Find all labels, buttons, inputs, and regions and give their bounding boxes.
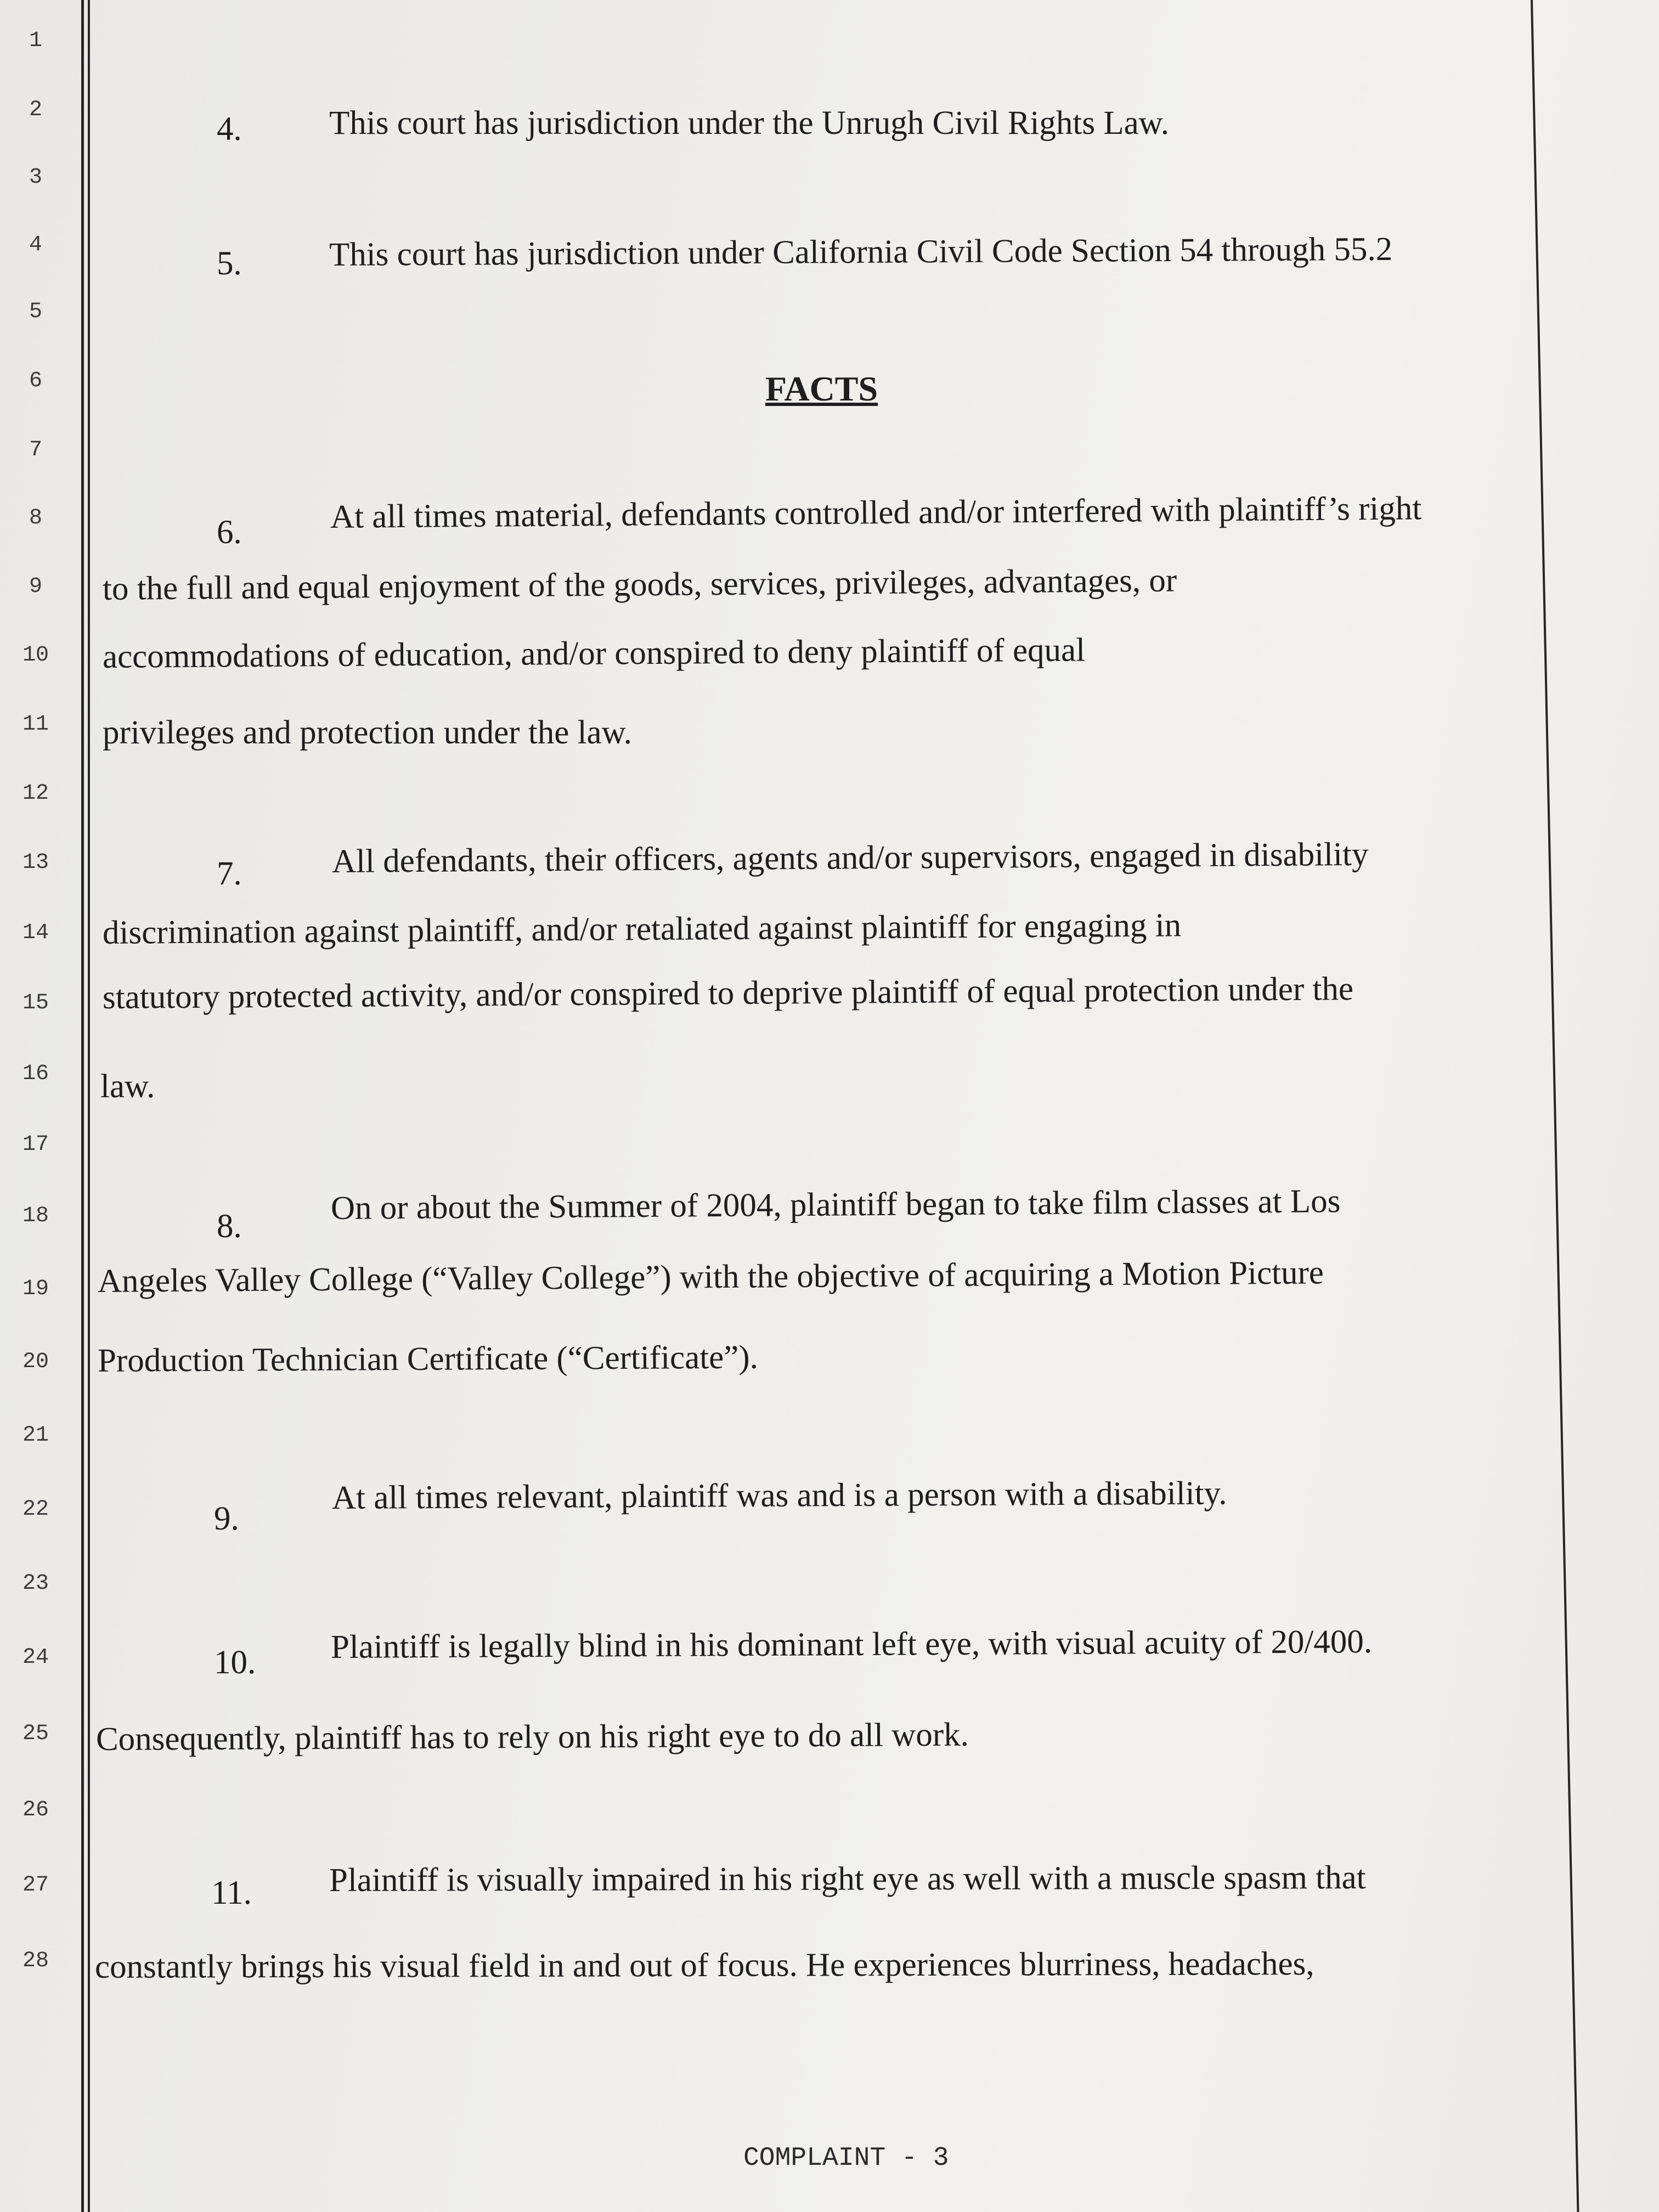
line-number: 4 <box>29 233 42 257</box>
line-number: 26 <box>22 1798 49 1822</box>
paragraph-line: At all times relevant, plaintiff was and is a person with a disability. <box>331 1475 1227 1516</box>
paragraph-line: constantly brings his visual field in and out of focus. He experiences blurriness, headaches, <box>94 1945 1314 1985</box>
line-number: 14 <box>22 921 49 945</box>
left-margin-rule-inner <box>88 0 90 2212</box>
line-number: 22 <box>22 1497 49 1522</box>
paragraph-line: This court has jurisdiction under the Unrugh Civil Rights Law. <box>329 105 1170 142</box>
line-number: 20 <box>22 1350 49 1374</box>
line-number: 7 <box>29 438 42 462</box>
line-number: 19 <box>22 1277 49 1301</box>
paragraph-line: This court has jurisdiction under California Civil Code Section 54 through 55.2 <box>329 230 1393 273</box>
line-number: 24 <box>22 1645 49 1670</box>
line-number: 25 <box>22 1722 49 1746</box>
line-number: 15 <box>22 991 49 1015</box>
paragraph-line: accommodations of education, and/or conspired to deny plaintiff of equal <box>102 631 1086 675</box>
line-number: 18 <box>22 1204 49 1228</box>
paragraph-line: Angeles Valley College (“Valley College”) with the objective of acquiring a Motion Picture <box>97 1254 1324 1300</box>
line-number: 28 <box>22 1949 49 1973</box>
paragraph-line: to the full and equal enjoyment of the goods, services, privileges, advantages, or <box>102 562 1177 607</box>
line-number: 16 <box>22 1062 49 1086</box>
paragraph-number: 6. <box>217 514 242 551</box>
paragraph-line: Plaintiff is visually impaired in his right eye as well with a muscle spasm that <box>329 1859 1366 1899</box>
paragraph-number: 11. <box>211 1875 252 1911</box>
paragraph-number: 10. <box>214 1644 256 1681</box>
paragraph-line: All defendants, their officers, agents and/or supervisors, engaged in disability <box>331 836 1369 880</box>
line-number: 17 <box>22 1132 49 1157</box>
paragraph-line: statutory protected activity, and/or conspired to deprive plaintiff of equal protection under the <box>102 970 1354 1016</box>
paragraph-line: law. <box>100 1068 155 1105</box>
right-margin-rule <box>1531 0 1579 2212</box>
paragraph-number: 4. <box>217 111 242 148</box>
page-footer: COMPLAINT - 3 <box>743 2143 949 2173</box>
paragraph-line: On or about the Summer of 2004, plaintiff began to take film classes at Los <box>330 1183 1341 1227</box>
paragraph-line: privileges and protection under the law. <box>103 714 632 751</box>
line-number: 12 <box>22 781 49 806</box>
line-number: 11 <box>22 712 49 737</box>
line-number: 10 <box>22 643 49 668</box>
line-number: 9 <box>29 574 42 599</box>
line-number: 8 <box>29 506 42 531</box>
line-number: 1 <box>29 29 42 53</box>
line-number: 23 <box>22 1571 49 1596</box>
paragraph-number: 7. <box>217 855 242 892</box>
paragraph-line: Consequently, plaintiff has to rely on his right eye to do all work. <box>95 1716 969 1758</box>
left-margin-rule-outer <box>81 0 84 2212</box>
line-number: 5 <box>29 300 42 324</box>
paragraph-number: 5. <box>217 245 242 282</box>
line-number: 27 <box>22 1873 49 1898</box>
line-number: 13 <box>22 850 49 875</box>
paragraph-line: At all times material, defendants controlled and/or interfered with plaintiff’s right <box>330 490 1422 535</box>
paragraph-line: Production Technician Certificate (“Certificate”). <box>97 1339 759 1379</box>
paragraph-line: Plaintiff is legally blind in his dominant left eye, with visual acuity of 20/400. <box>330 1623 1373 1666</box>
paragraph-line: discrimination against plaintiff, and/or retaliated against plaintiff for engaging in <box>102 907 1182 951</box>
line-number: 6 <box>29 369 42 393</box>
paragraph-number: 9. <box>214 1500 239 1537</box>
line-number: 21 <box>22 1423 49 1448</box>
section-heading: FACTS <box>765 369 878 408</box>
paragraph-number: 8. <box>217 1208 242 1245</box>
line-number: 2 <box>29 98 42 122</box>
line-number: 3 <box>29 165 42 190</box>
